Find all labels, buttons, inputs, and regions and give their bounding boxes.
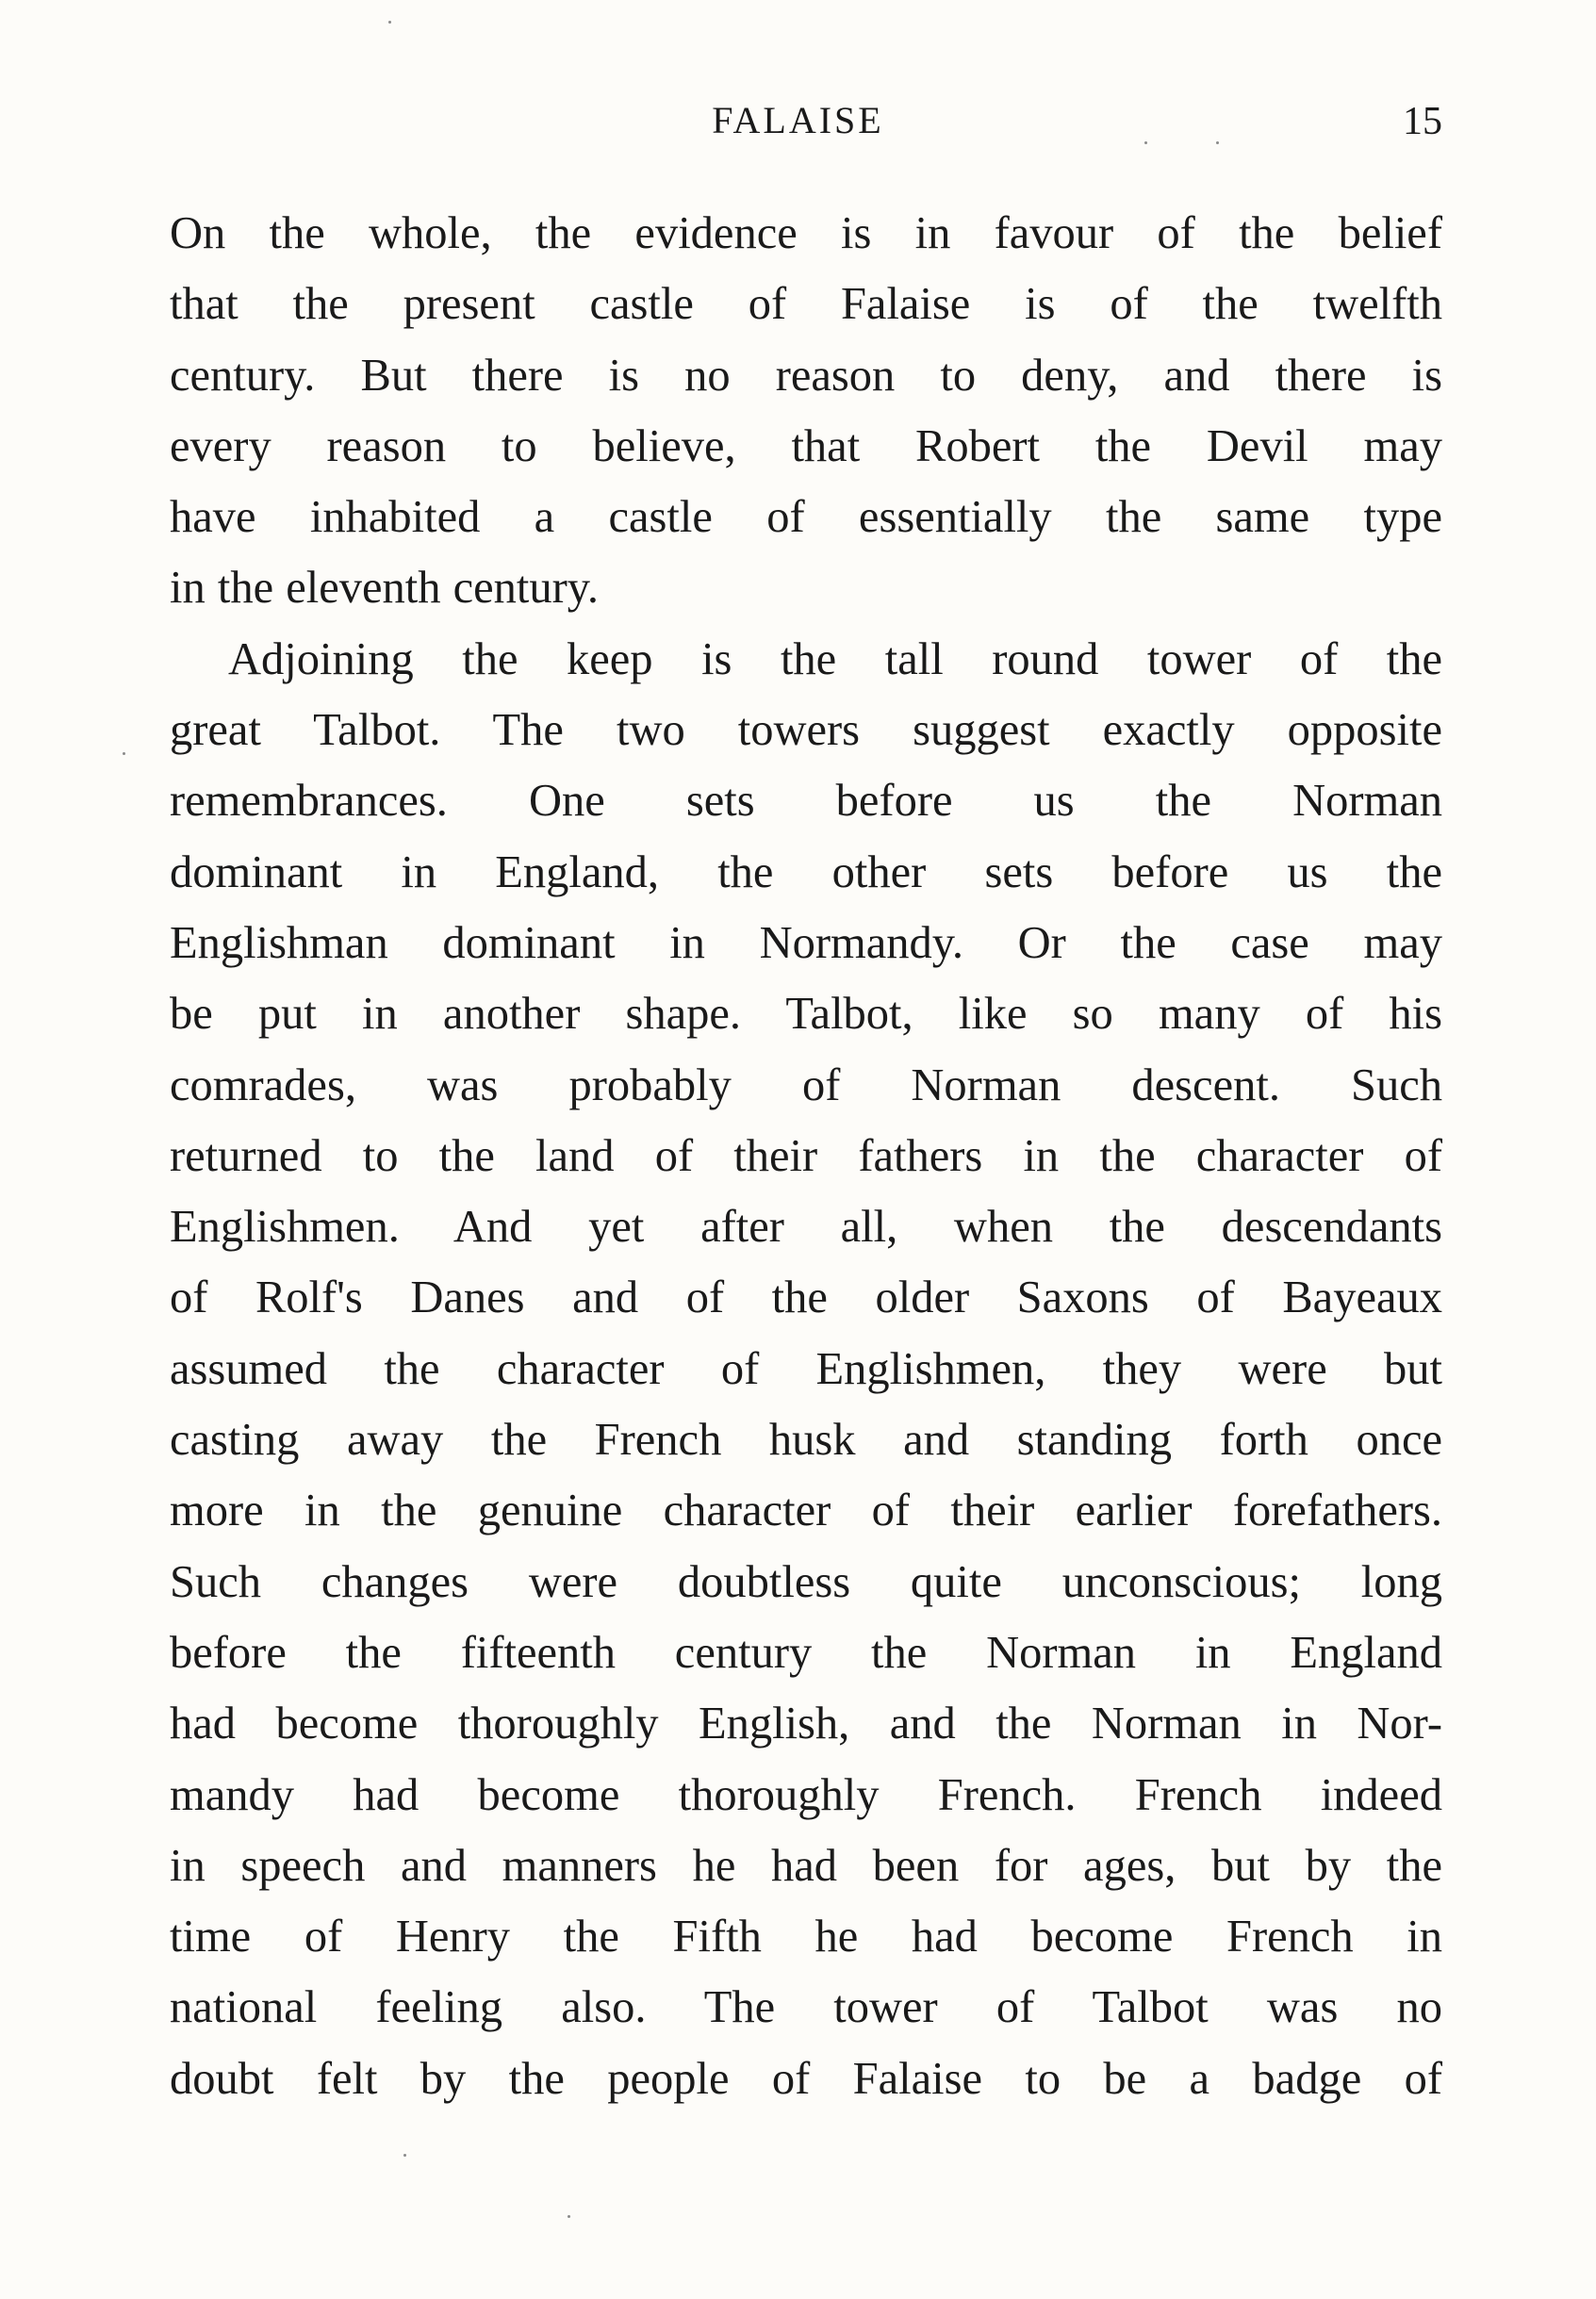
text-line: had become thoroughly English, and the Norman in Nor-	[170, 1699, 1442, 1749]
text-line: great Talbot. The two towers suggest exactly opposite	[170, 705, 1442, 756]
text-line: be put in another shape. Talbot, like so many of his	[170, 989, 1442, 1040]
text-line: in speech and manners he had been for ages, but by the	[170, 1840, 1442, 1891]
text-line: casting away the French husk and standing forth once	[170, 1415, 1442, 1466]
text-line: doubt felt by the people of Falaise to be a badge of	[170, 2053, 1442, 2104]
scan-speck	[1216, 141, 1219, 144]
text-line: time of Henry the Fifth he had become French in	[170, 1912, 1442, 1962]
running-title: FALAISE	[712, 99, 884, 141]
scan-speck	[1144, 141, 1147, 144]
text-line: in the eleventh century.	[170, 563, 600, 614]
text-line: of Rolf's Danes and of the older Saxons of Bayeaux	[170, 1273, 1442, 1323]
text-line: century. But there is no reason to deny, and there is	[170, 350, 1442, 401]
text-line: more in the genuine character of their earlier forefathers.	[170, 1486, 1442, 1536]
text-line: remembrances. One sets before us the Norman	[170, 776, 1442, 827]
scan-speck	[123, 752, 125, 755]
text-line: before the fifteenth century the Norman in England	[170, 1627, 1442, 1678]
text-line: On the whole, the evidence is in favour of the belief	[170, 208, 1442, 258]
text-line: assumed the character of Englishmen, they were but	[170, 1343, 1442, 1394]
body-text	[170, 198, 1442, 2114]
text-line: comrades, was probably of Norman descent. Such	[170, 1059, 1442, 1110]
page-number: 15	[1403, 100, 1442, 143]
text-line: every reason to believe, that Robert the Devil may	[170, 420, 1442, 471]
text-line: dominant in England, the other sets before us the	[170, 846, 1442, 897]
text-line: Adjoining the keep is the tall round tower of the	[228, 633, 1442, 684]
scan-speck	[568, 2215, 570, 2218]
scan-speck	[388, 21, 391, 24]
text-line: mandy had become thoroughly French. French indeed	[170, 1769, 1442, 1820]
text-line: Englishmen. And yet after all, when the descendants	[170, 1202, 1442, 1253]
text-line: have inhabited a castle of essentially the same type	[170, 492, 1442, 543]
text-line: Englishman dominant in Normandy. Or the case may	[170, 917, 1442, 968]
text-line: Such changes were doubtless quite unconscious; long	[170, 1556, 1442, 1607]
scan-speck	[403, 2154, 406, 2157]
text-line: that the present castle of Falaise is of the twelfth	[170, 279, 1442, 330]
text-line: national feeling also. The tower of Talbot was no	[170, 1982, 1442, 2033]
text-line: returned to the land of their fathers in the character of	[170, 1130, 1442, 1181]
